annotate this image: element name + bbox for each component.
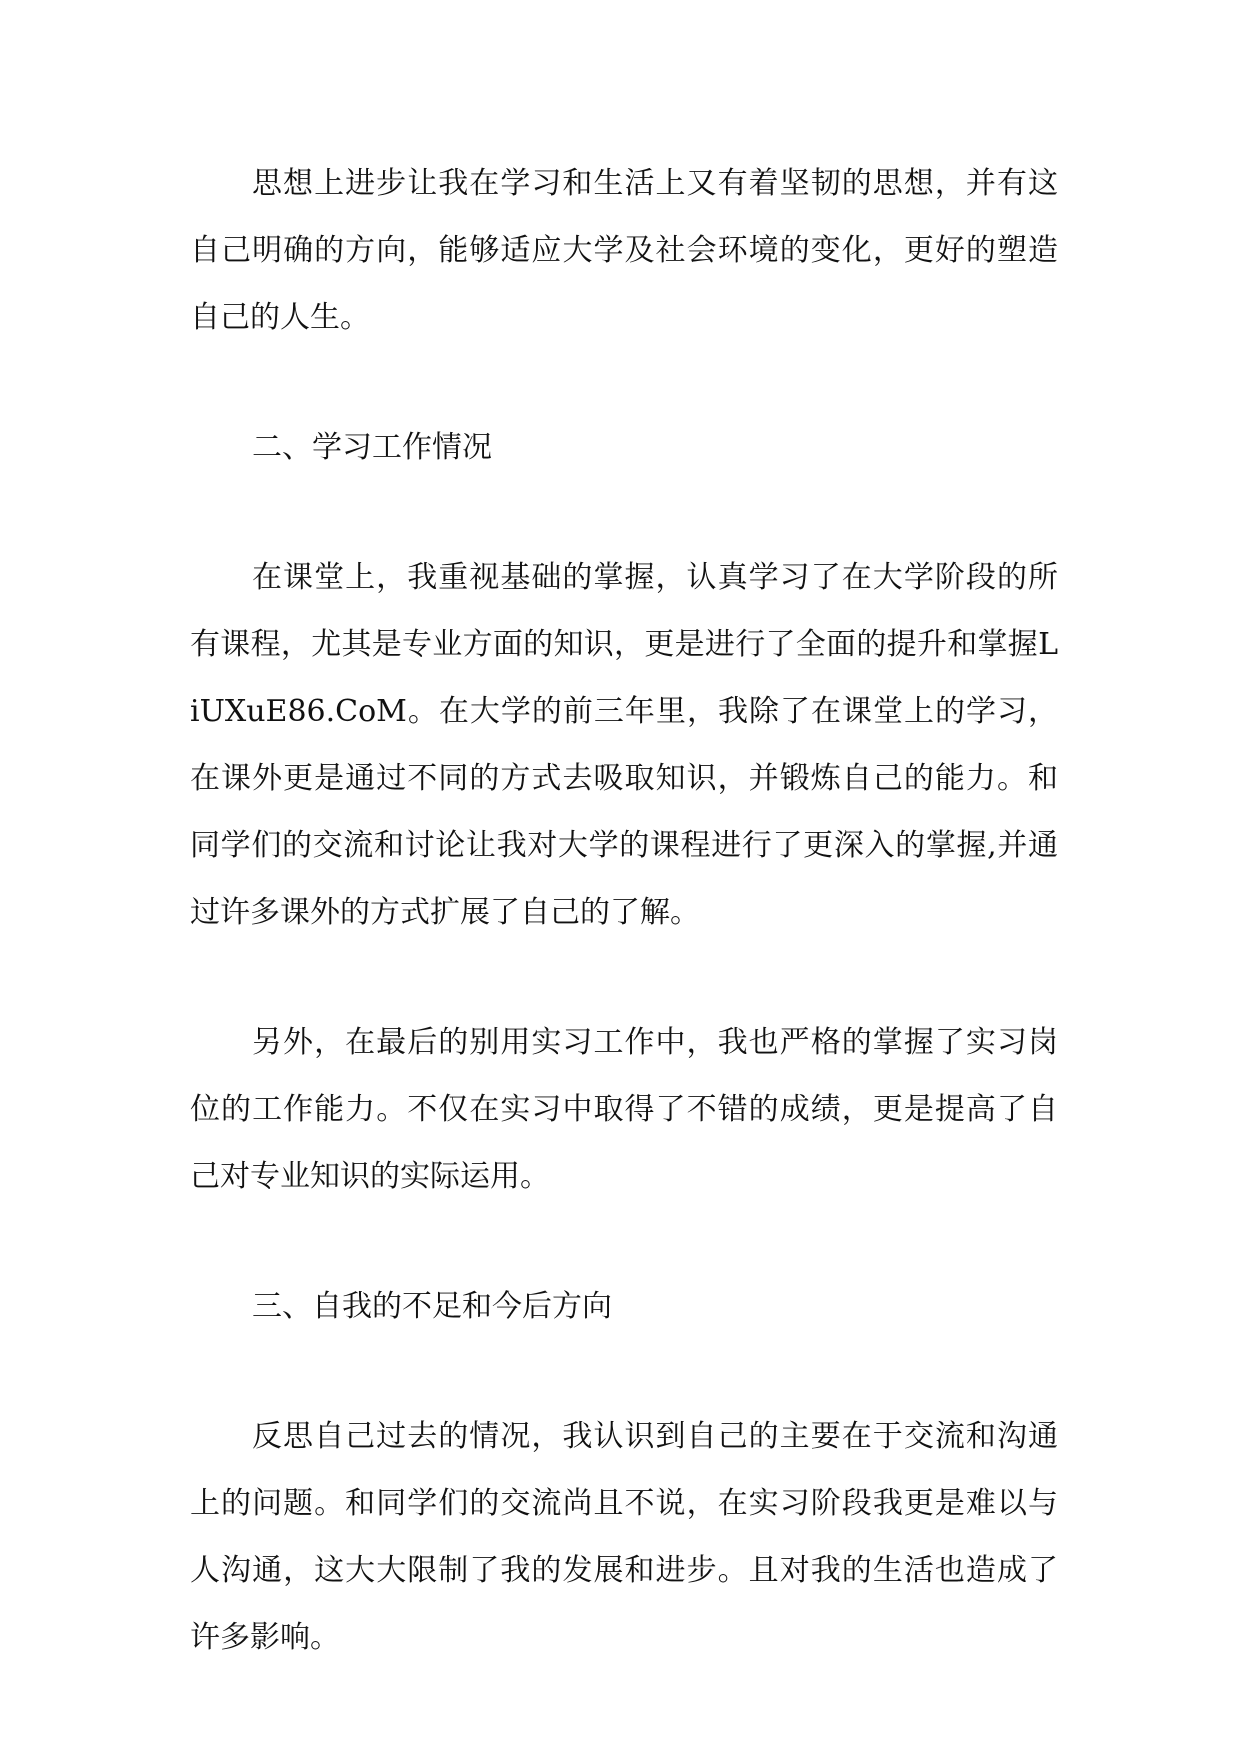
paragraph-reflection: 反思自己过去的情况，我认识到自己的主要在于交流和沟通上的问题。和同学们的交流尚且不说，在实习阶段我更是难以与人沟通，这大大限制了我的发展和进步。且对我的生活也造成了许多影响。 (190, 1419, 1058, 1655)
paragraph-thought-progress: 思想上进步让我在学习和生活上又有着坚韧的思想，并有这自己明确的方向，能够适应大学及社会环境的变化，更好的塑造自己的人生。 (190, 166, 1058, 335)
paragraph-classroom-study: 在课堂上，我重视基础的掌握，认真学习了在大学阶段的所有课程，尤其是专业方面的知识，更是进行了全面的提升和掌握LiUXuE86.CoM。在大学的前三年里，我除了在课堂上的学习，在课外更是通过不同的方式去吸取知识，并锻炼自己的能力。和同学们的交流和讨论让我对大学的课程进行了更深入的掌握,并通过许多课外的方式扩展了自己的了解。 (190, 560, 1058, 930)
section-heading-study-work: 二、学习工作情况 (252, 430, 492, 465)
paragraph-internship: 另外，在最后的别用实习工作中，我也严格的掌握了实习岗位的工作能力。不仅在实习中取得了不错的成绩，更是提高了自己对专业知识的实际运用。 (190, 1025, 1058, 1194)
section-heading-shortcomings: 三、自我的不足和今后方向 (252, 1289, 612, 1324)
document-body (190, 150, 1058, 1734)
